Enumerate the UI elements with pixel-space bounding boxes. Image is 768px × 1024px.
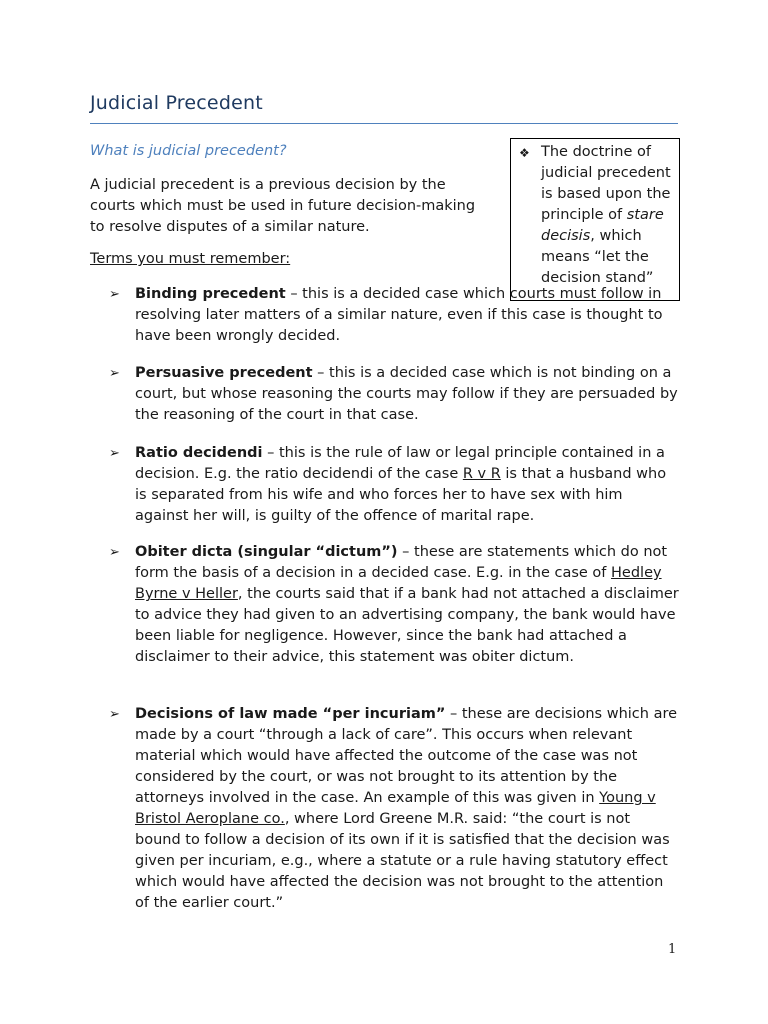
title-underline	[90, 123, 678, 124]
case-citation: Hedley Byrne v Heller	[135, 565, 662, 602]
term-name: Obiter dicta (singular “dictum”)	[135, 544, 398, 560]
term-definition-cont: is that a husband who is separated from his wife and who forces her to have sex with him against her will, is guilty of the offence of marital rape.	[135, 466, 667, 524]
term-body	[135, 443, 680, 527]
diamond-bullet-icon: ❖	[519, 146, 530, 160]
arrow-bullet-icon: ➢	[109, 707, 120, 722]
term-name: Persuasive precedent	[135, 365, 313, 381]
section-subheading: What is judicial precedent?	[90, 143, 287, 159]
term-name: Ratio decidendi	[135, 445, 263, 461]
term-definition: – this is a decided case which courts must follow in resolving later matters of a similar nature, even if this case is thought to have been wrongly decided.	[135, 286, 663, 344]
callout-text	[541, 142, 675, 289]
terms-heading: Terms you must remember:	[90, 251, 291, 267]
page-title: Judicial Precedent	[90, 92, 263, 114]
term-body	[135, 542, 680, 668]
term-definition: – this is the rule of law or legal principle contained in a decision. E.g. the ratio decidendi of the case	[135, 445, 665, 482]
arrow-bullet-icon: ➢	[109, 287, 120, 302]
stare-decisis-callout-box	[510, 138, 680, 301]
term-name: Binding precedent	[135, 286, 286, 302]
case-citation: R v R	[462, 466, 501, 482]
term-body	[135, 284, 680, 347]
arrow-bullet-icon: ➢	[109, 366, 120, 381]
page-number: 1	[668, 942, 677, 957]
term-definition-cont: , where Lord Greene M.R. said: “the court is not bound to follow a decision of its own if it is satisfied that the decision was given per incuriam, e.g., where a statute or a rule having statutory effect which would have affected the decision was not brought to the attention of the earlier court.”	[135, 811, 670, 911]
case-citation: Young v Bristol Aeroplane co.	[135, 790, 656, 827]
term-body	[135, 363, 680, 426]
arrow-bullet-icon: ➢	[109, 446, 120, 461]
term-definition: – this is a decided case which is not binding on a court, but whose reasoning the courts may follow if they are persuaded by the reasoning of the court in that case.	[135, 365, 678, 423]
term-definition: – these are decisions which are made by a court “through a lack of care”. This occurs when relevant material which would have affected the outcome of the case was not considered by the court, or was not brought to its attention by the attorneys involved in the case. An example of this was given in	[135, 706, 678, 806]
callout-text-start: The doctrine of judicial precedent is based upon the principle of	[541, 144, 671, 223]
arrow-bullet-icon: ➢	[109, 545, 120, 560]
callout-italic-term: stare decisis	[541, 207, 664, 244]
term-definition-cont: , the courts said that if a bank had not attached a disclaimer to advice they had given to an advertising company, the bank would have been liable for negligence. However, since the bank had attached a disclaimer to their advice, this statement was obiter dictum.	[135, 586, 679, 665]
term-name: Decisions of law made “per incuriam”	[135, 706, 446, 722]
term-body	[135, 704, 680, 914]
intro-paragraph: A judicial precedent is a previous decision by the courts which must be used in future decision-making to resolve disputes of a similar nature.	[90, 177, 476, 235]
callout-text-end: , which means “let the decision stand”	[541, 228, 654, 286]
term-definition: – these are statements which do not form the basis of a decision in a decided case. E.g. in the case of	[135, 544, 668, 581]
